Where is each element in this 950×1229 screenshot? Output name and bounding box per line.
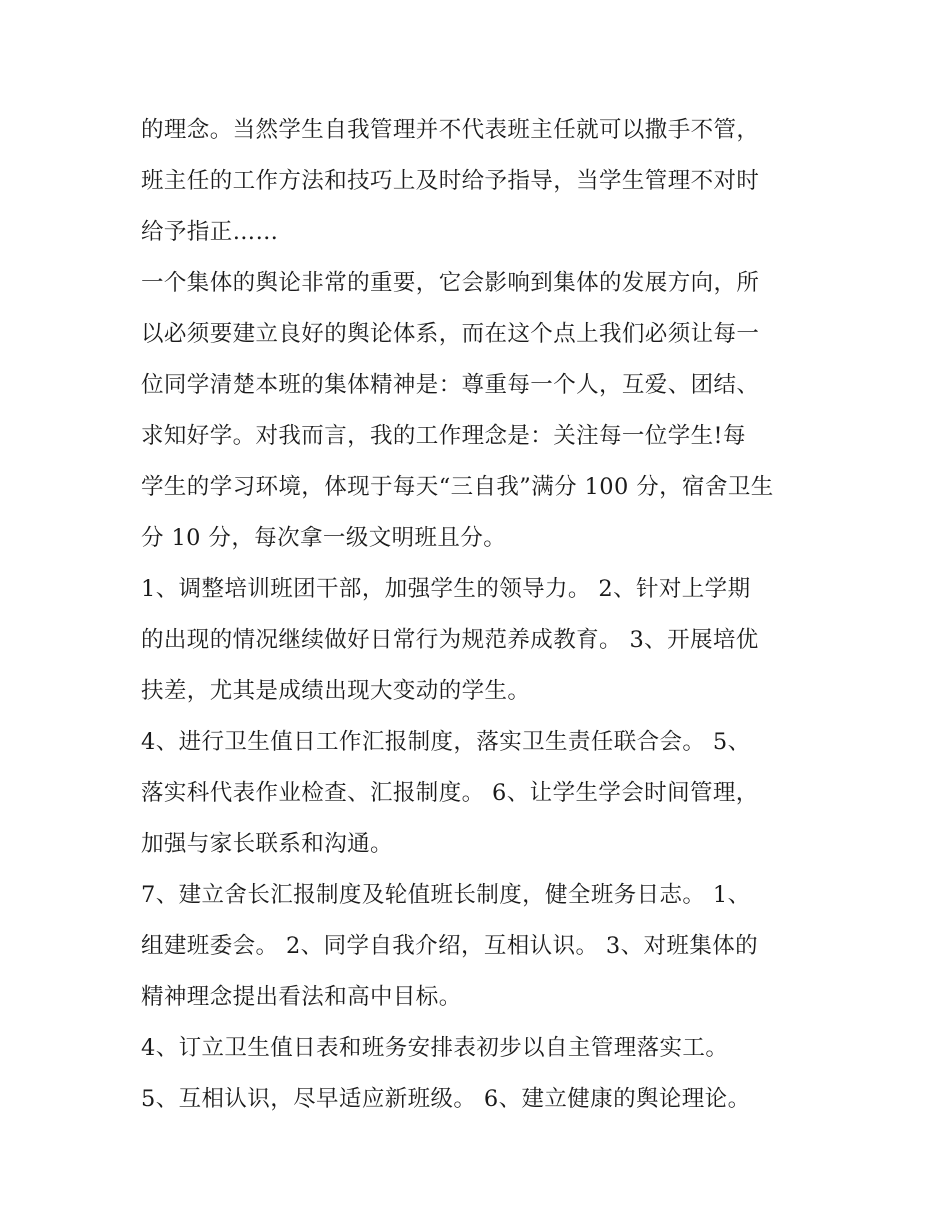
text-line: 给予指正…… <box>141 219 279 245</box>
text-line: 4、进行卫生值日工作汇报制度，落实卫生责任联合会。 5、 <box>141 729 751 755</box>
text-line: 加强与家长联系和沟通。 <box>141 831 393 857</box>
text-line: 5、互相认识，尽早适应新班级。 6、建立健康的舆论理论。 <box>141 1086 751 1112</box>
text-line: 4、订立卫生值日表和班务安排表初步以自主管理落实工。 <box>141 1035 729 1061</box>
text-line: 分 10 分，每次拿一级文明班且分。 <box>141 525 507 551</box>
document-body <box>141 105 821 1125</box>
text-line: 的出现的情况继续做好日常行为规范养成教育。 3、开展培优 <box>141 627 759 653</box>
text-line: 的理念。当然学生自我管理并不代表班主任就可以撒手不管， <box>141 117 760 143</box>
text-line: 扶差，尤其是成绩出现大变动的学生。 <box>141 678 531 704</box>
text-line: 班主任的工作方法和技巧上及时给予指导，当学生管理不对时 <box>141 168 760 194</box>
text-line: 7、建立舍长汇报制度及轮值班长制度，健全班务日志。 1、 <box>141 882 751 908</box>
text-line: 以必须要建立良好的舆论体系，而在这个点上我们必须让每一 <box>141 321 760 347</box>
text-line: 精神理念提出看法和高中目标。 <box>141 984 462 1010</box>
text-line: 组建班委会。 2、同学自我介绍，互相认识。 3、对班集体的 <box>141 933 759 959</box>
text-line: 1、调整培训班团干部，加强学生的领导力。 2、针对上学期 <box>141 576 751 602</box>
text-line: 落实科代表作业检查、汇报制度。 6、让学生学会时间管理， <box>141 780 759 806</box>
text-line: 求知好学。对我而言，我的工作理念是：关注每一位学生!每 <box>141 423 746 449</box>
text-line: 学生的学习环境，体现于每天“三自我”满分 100 分，宿舍卫生 <box>141 474 774 500</box>
text-line: 一个集体的舆论非常的重要，它会影响到集体的发展方向，所 <box>141 270 760 296</box>
text-line: 位同学清楚本班的集体精神是：尊重每一个人，互爱、团结、 <box>141 372 760 398</box>
